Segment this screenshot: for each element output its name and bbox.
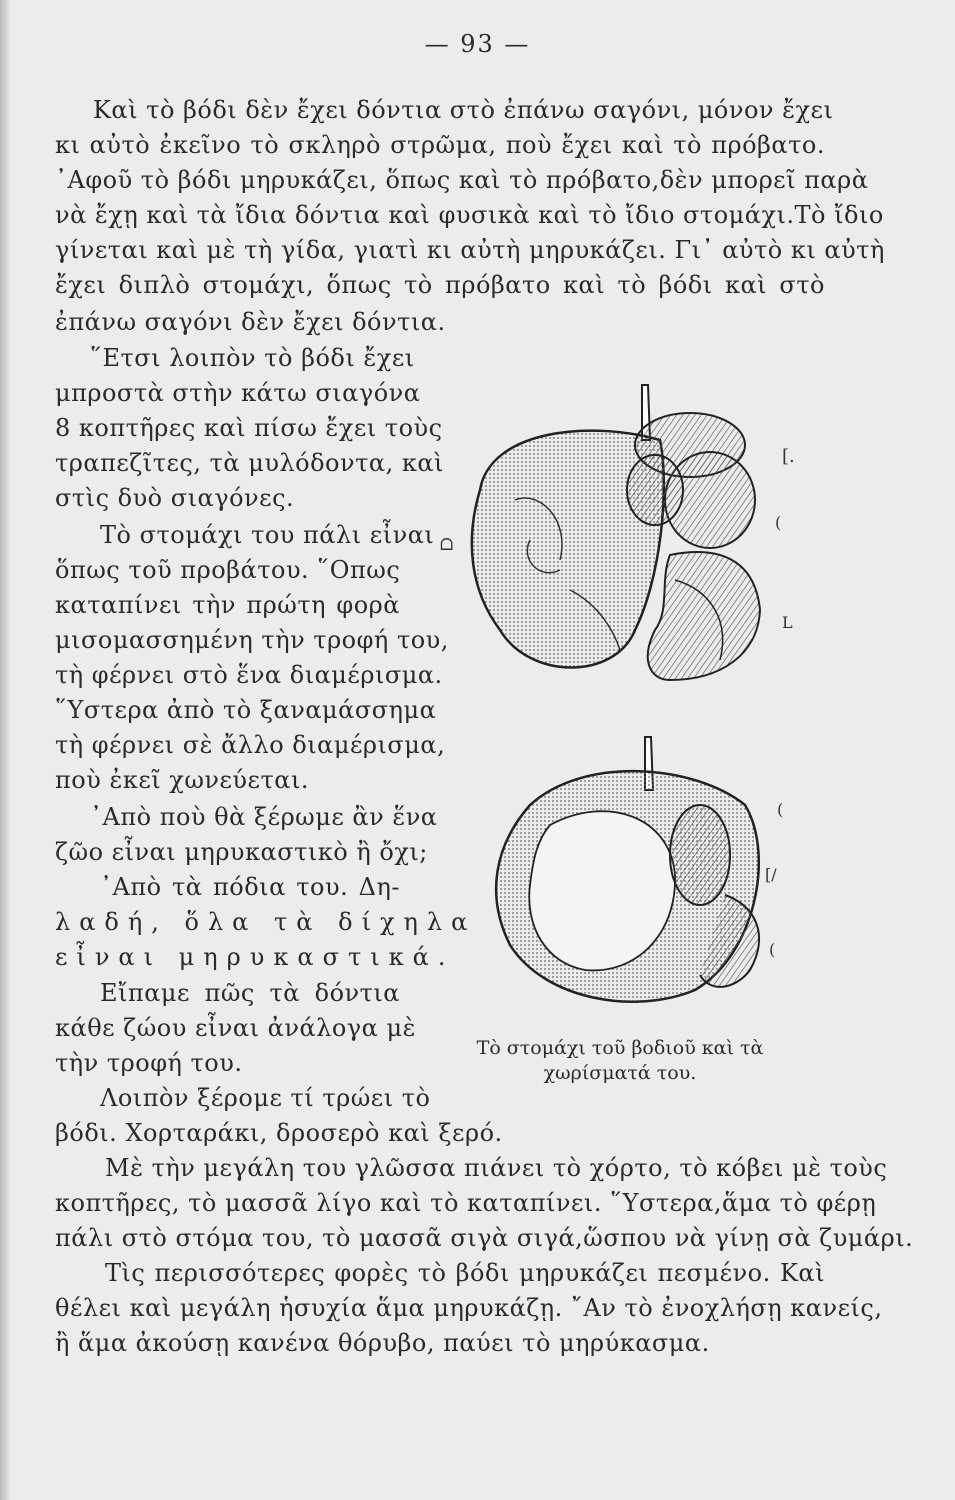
- text-line: εἶναι μηρυκαστικά.: [55, 943, 455, 971]
- text-line: μισομασσημένη τὴν τροφή του,: [55, 626, 449, 654]
- svg-text:(: (: [769, 940, 776, 959]
- text-line: κι αὐτὸ ἐκεῖνο τὸ σκληρὸ στρῶμα, ποὺ ἔχει καὶ τὸ πρόβατο.: [55, 131, 825, 159]
- text-line: ῞Ετσι λοιπὸν τὸ βόδι ἔχει: [90, 344, 415, 372]
- svg-text:ᗝ: ᗝ: [440, 535, 454, 554]
- text-line: τὴ φέρνει στὸ ἕνα διαμέρισμα.: [55, 661, 443, 689]
- page-number: — 93 —: [424, 30, 531, 58]
- text-line: ᾿Απὸ ποὺ θὰ ξέρωμε ἂν ἕνα: [90, 803, 438, 831]
- text-line: ἐπάνω σαγόνι δὲν ἔχει δόντια.: [55, 308, 446, 336]
- figure-caption-line1: Τὸ στομάχι τοῦ βοδιοῦ καὶ τὰ: [476, 1037, 764, 1059]
- text-line: Τὶς περισσότερες φορὲς τὸ βόδι μηρυκάζει πεσμένο. Καὶ: [105, 1259, 825, 1287]
- svg-text:[.: [.: [782, 446, 795, 467]
- text-line: ποὺ ἐκεῖ χωνεύεται.: [55, 766, 309, 794]
- text-line: Λοιπὸν ξέρομε τί τρώει τὸ: [100, 1084, 431, 1112]
- svg-text:(: (: [777, 800, 784, 819]
- text-line: Καὶ τὸ βόδι δὲν ἔχει δόντια στὸ ἐπάνω σαγόνι, μόνον ἔχει: [93, 96, 834, 124]
- text-line: ζῶο εἶναι μηρυκαστικὸ ἢ ὄχι;: [55, 838, 428, 866]
- text-line: βόδι. Χορταράκι, δροσερὸ καὶ ξερό.: [55, 1119, 503, 1147]
- text-line: Τὸ στομάχι του πάλι εἶναι: [100, 521, 435, 549]
- text-line: κοπτῆρες, τὸ μασσᾶ λίγο καὶ τὸ καταπίνει. ῞Υστερα,ἅμα τὸ φέρῃ: [55, 1189, 877, 1217]
- text-line: Εἴπαμε πῶς τὰ δόντια: [100, 979, 400, 1007]
- text-line: τραπεζῖτες, τὰ μυλόδοντα, καὶ: [55, 449, 444, 477]
- text-line: κάθε ζώου εἶναι ἀνάλογα μὲ: [55, 1014, 416, 1042]
- text-line: τὴ φέρνει σὲ ἄλλο διαμέρισμα,: [55, 731, 446, 759]
- svg-text:[/: [/: [765, 865, 777, 884]
- text-line: 8 κοπτῆρες καὶ πίσω ἔχει τοὺς: [55, 414, 443, 442]
- text-line: Μὲ τὴν μεγάλη του γλῶσσα πιάνει τὸ χόρτο, τὸ κόβει μὲ τοὺς: [105, 1154, 888, 1182]
- svg-text:(: (: [775, 513, 782, 532]
- page-edge-shadow: [0, 0, 10, 1500]
- text-line: θέλει καὶ μεγάλη ἡσυχία ἅμα μηρυκάζῃ. ῎Αν τὸ ἐνοχλήσῃ κανείς,: [55, 1294, 883, 1322]
- text-line: ᾿Αφοῦ τὸ βόδι μηρυκάζει, ὅπως καὶ τὸ πρόβατο,δὲν μπορεῖ παρὰ: [55, 166, 869, 194]
- text-line: ἢ ἅμα ἀκούσῃ κανένα θόρυβο, παύει τὸ μηρύκασμα.: [55, 1329, 710, 1357]
- text-line: ῞Υστερα ἀπὸ τὸ ξαναμάσσημα: [55, 696, 437, 724]
- text-line: γίνεται καὶ μὲ τὴ γίδα, γιατὶ κι αὐτὴ μηρυκάζει. Γι᾿ αὐτὸ κι αὐτὴ: [55, 236, 885, 264]
- stomach-illustration-section: [455, 735, 800, 1010]
- text-line: καταπίνει τὴν πρώτη φορὰ: [55, 591, 400, 619]
- stomach-illustration-exterior: [420, 380, 810, 710]
- text-line: τὴν τροφή του.: [55, 1049, 243, 1077]
- text-line: στὶς δυὸ σιαγόνες.: [55, 484, 295, 512]
- text-line: ὅπως τοῦ προβάτου. ῞Οπως: [55, 556, 401, 584]
- text-line: νὰ ἔχῃ καὶ τὰ ἴδια δόντια καὶ φυσικὰ καὶ τὸ ἴδιο στομάχι.Τὸ ἴδιο: [55, 201, 884, 229]
- text-line: ἔχει διπλὸ στομάχι, ὅπως τὸ πρόβατο καὶ τὸ βόδι καὶ στὸ: [55, 271, 825, 299]
- text-line: λαδή, ὅλα τὰ δίχηλα: [55, 908, 477, 936]
- text-line: πάλι στὸ στόμα του, τὸ μασσᾶ σιγὰ σιγά,ὥσπου νὰ γίνῃ σὰ ζυμάρι.: [55, 1224, 914, 1252]
- text-line: μπροστὰ στὴν κάτω σιαγόνα: [55, 379, 421, 407]
- figure-caption-line2: χωρίσματά του.: [543, 1062, 697, 1084]
- svg-text:L: L: [782, 613, 793, 632]
- text-line: ᾿Απὸ τὰ πόδια του. Δη-: [100, 873, 400, 901]
